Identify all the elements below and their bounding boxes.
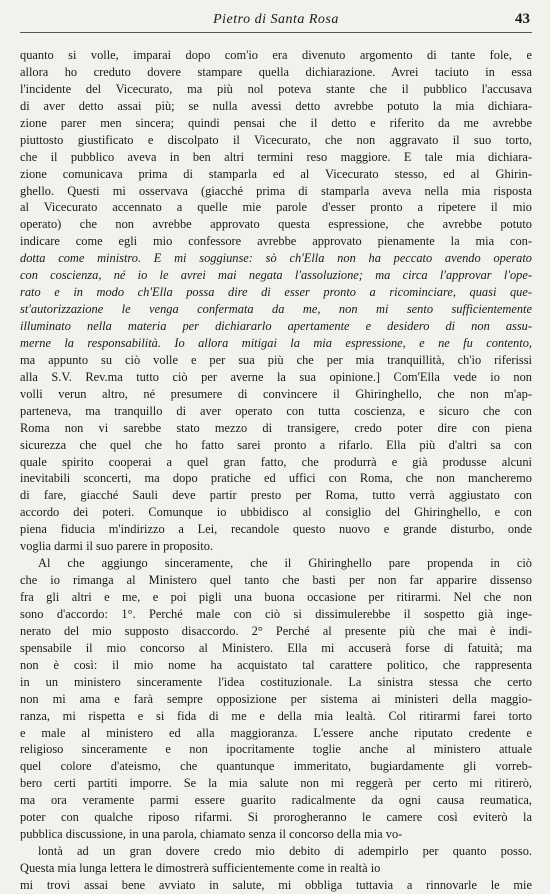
text-line: indicare come egli mio confessore avrebbe approvato pienamente la mia con- xyxy=(20,234,532,249)
header-title: Pietro di Santa Rosa xyxy=(213,12,339,27)
text-line: volli verun altro, né presumere di convincere il Ghiringhello, che non m'ap- xyxy=(20,386,532,401)
text-line: zione comunicava prima di stamparla ed al Vicecurato stesso, ed al Ghirin- xyxy=(20,166,532,181)
text-line: allora ho creduto dovere stampare quella dichiarazione. Avrei taciuto in essa xyxy=(20,64,532,79)
text-line: ranza, mi rispetta e si fida di me e della mia lealtà. Col ritirarmi farei torto xyxy=(20,708,532,723)
text-line: bero certi partiti imporre. Se la mia salute non mi reggerà per certo mi ritirerò, xyxy=(20,776,532,791)
text-line: sono d'accordo: 1°. Perché male con ciò si dissimulerebbe il sospetto già inge- xyxy=(20,606,532,621)
text-line: merne la responsabilità. Io allora mitigai la mia espressione, e ne fu contento, xyxy=(20,335,532,350)
text-line: quel colore d'ateismo, che quantunque immeritato, bugiardamente gli vorreb- xyxy=(20,759,532,774)
text-line: ma ora veramente parmi essere guarito radicalmente da ogni causa reumatica, xyxy=(20,793,532,808)
text-line: al Vicecurato accennato a quelle mie parole d'esser pronto a ripetere il mio xyxy=(20,200,532,215)
text-line: pubblica discussione, in una parola, chiamato senza il concorso della mia vo- xyxy=(20,827,403,842)
text-line: lontà ad un gran dovere credo mio debito di adempirlo per quanto posso. xyxy=(38,844,532,859)
text-line: di aver detto assai più; se nulla avessi detto avrebbe potuto la mia dichiara- xyxy=(20,98,532,113)
text-line: poter con qualche riposo rifarmi. Si prorogheranno le camere così eviterò la xyxy=(20,810,532,825)
page-number: 43 xyxy=(515,11,530,27)
text-line: di fare, giacché Sauli deve partir presto per Roma, tutto verrà aggiustato con xyxy=(20,488,532,503)
text-line: st'autorizzazione le venga confermata da me, non mi sento sufficientemente xyxy=(20,302,532,317)
text-line: zione parer men sincera; quindi pensai che il detto e riferito da me avrebbe xyxy=(20,115,532,130)
text-line: mi trovi assai bene avviato in salute, mi obbliga tuttavia a rinnovarle le mie xyxy=(20,877,532,892)
text-line: e male al ministero ed alla maggioranza. L'essere anche riputato credente e xyxy=(20,725,532,740)
text-line: che il pubblico aveva in ben altri termini reso maggiore. E tale mia dichiara- xyxy=(20,149,532,164)
text-line: Al che aggiungo sinceramente, che il Ghiringhello pare propenda in ciò xyxy=(38,556,532,571)
text-line: in un ministero sinceramente l'idea costituzionale. La sinistra stessa che certo xyxy=(20,674,532,689)
text-line: voglia darmi il suo parere in proposito. xyxy=(20,539,214,554)
text-line: sicurezza che quel che ho fatto sarei pronto a rifarlo. Ella più d'altri sa con xyxy=(20,437,532,452)
text-line: spensabile il mio concorso al Ministero. Ella mi accuserà forse di fatuità; ma xyxy=(20,640,532,655)
text-line: alla S.V. Rev.ma tutto ciò per averne la sua opinione.] Com'Ella vede io non xyxy=(20,369,532,384)
text-line: non è così: il mio nome ha acquistato tal carattere politico, che rappresenta xyxy=(20,657,532,672)
text-line: rato e in modo ch'Ella possa dire di esser pronto a ricominciare, quasi que- xyxy=(20,285,532,300)
text-line: piuttosto giustificato e discolpato il Vicecurato, che non aggravato il suo torto, xyxy=(20,132,532,147)
text-line: Questa mia lunga lettera le dimostrerà sufficientemente come in realtà io xyxy=(20,861,381,875)
text-line: che io rimanga al Ministero quel tanto che basti per non far apparire dissenso xyxy=(20,573,532,588)
text-line: dotta come ministro. E mi soggiunse: sò ch'Ella non ha peccato avendo operato xyxy=(20,251,532,266)
running-header xyxy=(20,12,532,33)
text-line: ma appunto su ciò volle e per sua più che per mia tranquillità, ch'io riferissi xyxy=(20,352,532,367)
text-line: accordo dei poteri. Comunque io ubbidisco al consiglio del Ghiringhello, e con xyxy=(20,505,532,520)
text-line: l'incidente del Vicecurato, ma più nol poteva stante che il pubblico l'accusava xyxy=(20,81,532,96)
text-line: quanto si volle, imparai dopo com'io era divenuto argomento di tante fole, e xyxy=(20,48,532,62)
text-line: non mi ama e farà sempre opposizione per sistema ai ministeri della maggio- xyxy=(20,691,532,706)
text-line: ghello. Questi mi osservava (giacché prima di stamparla aveva nella mia risposta xyxy=(20,183,532,198)
text-line: quale spirito cooperai a quel gran fatto, che produrrà e già produsse alcuni xyxy=(20,454,532,469)
text-line: parteneva, ma tranquillo di aver operato con tutta coscienza, e sicuro che con xyxy=(20,403,532,418)
text-line: illuminato nella materia per dichiararlo apertamente e desidero di non assu- xyxy=(20,319,532,333)
text-line: fra gli altri e me, e poi pigli una buona occasione per ritirarmi. Nel che non xyxy=(20,590,532,604)
text-line: Roma non vi sarebbe stato mezzo di transigere, credo poter dire con piena xyxy=(20,420,532,435)
text-line: operato) che non avrebbe approvato questa espressione, che avrebbe potuto xyxy=(20,217,532,232)
text-line: nerato del mio supposto disaccordo. 2° Perché al presente più che mai è indi- xyxy=(20,623,532,638)
text-line: inevitabili sconcerti, ma dopo pratiche ed uffici con Roma, che non mancheremo xyxy=(20,471,532,486)
text-line: con coscienza, né io le avrei mai negata l'assoluzione; ma circa l'approvar l'ope- xyxy=(20,268,532,283)
letter-body-text xyxy=(20,47,532,894)
text-line: piena fiducia m'indirizzo a Lei, recandole questo nuovo e grande disturbo, onde xyxy=(20,522,532,537)
text-line: religioso sinceramente e non ipocritamente toglie anche al ministero attuale xyxy=(20,742,532,757)
